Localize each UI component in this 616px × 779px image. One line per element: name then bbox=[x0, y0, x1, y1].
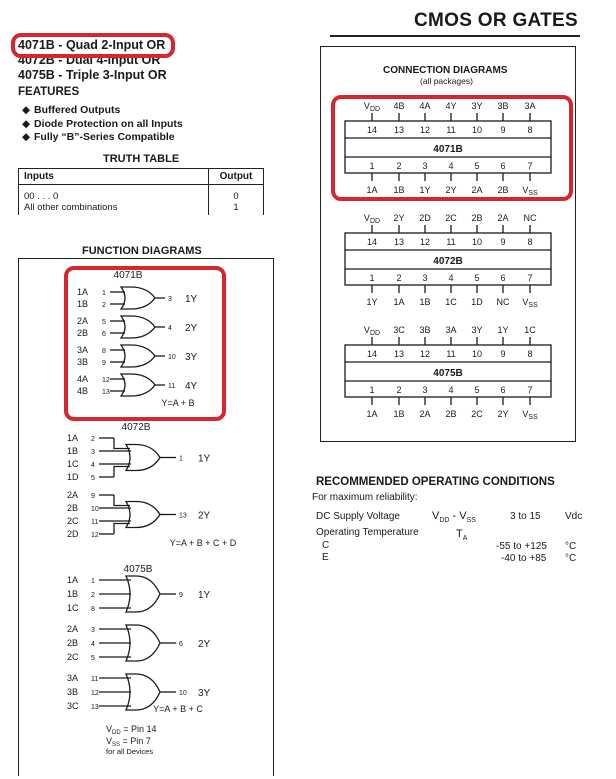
input-label: 4B bbox=[77, 386, 89, 396]
temp-range-c: -55 to +125 bbox=[496, 541, 547, 552]
feature-item bbox=[22, 118, 183, 130]
chip-name: 4071B bbox=[433, 144, 463, 155]
pin-number: 6 bbox=[179, 641, 183, 648]
output-label: 1Y bbox=[198, 453, 211, 465]
pin-number: 2 bbox=[91, 436, 95, 443]
pin-number-top: 12 bbox=[419, 349, 431, 359]
input-label: 1B bbox=[77, 299, 89, 309]
pin-label-bottom: 2C bbox=[471, 409, 483, 419]
part-4072b: 4072B - Dual 4-Input OR bbox=[18, 53, 161, 67]
pin-number-top: 8 bbox=[527, 237, 533, 247]
pin-label-bottom: 1D bbox=[471, 297, 483, 307]
pin-number: 5 bbox=[91, 475, 95, 482]
pin-label-top: 3Y bbox=[471, 325, 483, 335]
pin-number: 4 bbox=[91, 641, 95, 648]
pin-number: 13 bbox=[91, 704, 99, 711]
pin-number: 9 bbox=[91, 493, 95, 500]
pin-number-bottom: 5 bbox=[474, 273, 480, 283]
pin-number-top: 11 bbox=[446, 349, 456, 359]
pin-number-bottom: 4 bbox=[448, 385, 454, 395]
input-label: 1A bbox=[77, 287, 89, 297]
pin-number-bottom: 7 bbox=[527, 385, 533, 395]
input-label: 2C bbox=[67, 652, 79, 662]
truth-table bbox=[18, 168, 264, 215]
equation-4071b: Y=A + B bbox=[161, 398, 195, 408]
pin-number: 3 bbox=[91, 449, 95, 456]
pin-number-bottom: 3 bbox=[422, 385, 428, 395]
pin-number-top: 13 bbox=[393, 237, 405, 247]
pin-number-top: 11 bbox=[446, 237, 456, 247]
power-vdd-note: $V_{DD}$ = Pin 14 bbox=[106, 724, 157, 736]
pin-label-top: 4A bbox=[419, 101, 431, 111]
input-label: 2B bbox=[77, 328, 89, 338]
pin-number: 13 bbox=[179, 512, 187, 520]
connection-diagrams-subheading: (all packages) bbox=[420, 76, 473, 86]
pin-number-bottom: 1 bbox=[369, 385, 375, 395]
input-label: 1D bbox=[67, 472, 79, 482]
pin-number-bottom: 6 bbox=[500, 273, 506, 283]
output-label: 1Y bbox=[198, 590, 211, 601]
temperature-symbol: $T_A$ bbox=[456, 528, 468, 543]
pin-number-bottom: 5 bbox=[474, 161, 480, 171]
pin-number: 4 bbox=[168, 325, 172, 332]
feature-label: Diode Protection on all Inputs bbox=[34, 118, 183, 130]
pin-label-bottom: $V_{SS}$ bbox=[522, 297, 538, 309]
pin-number-top: 9 bbox=[500, 125, 506, 135]
temp-unit-c: °C bbox=[565, 541, 577, 552]
pin-label-bottom: 2Y bbox=[497, 409, 509, 419]
input-label: 3A bbox=[67, 673, 79, 683]
output-label: 3Y bbox=[185, 352, 198, 363]
pin-number: 13 bbox=[102, 389, 110, 396]
output-label: 1Y bbox=[185, 294, 198, 305]
pin-number: 4 bbox=[91, 462, 95, 469]
output-label: 4Y bbox=[185, 381, 198, 392]
pin-number: 2 bbox=[91, 592, 95, 599]
input-label: 4A bbox=[77, 374, 89, 384]
pin-number: 8 bbox=[91, 606, 95, 613]
pin-number-top: 14 bbox=[366, 125, 378, 135]
pin-label-bottom: 1B bbox=[393, 185, 405, 195]
highlight-part-4071b bbox=[11, 33, 175, 58]
pin-label-top: $V_{DD}$ bbox=[363, 325, 381, 337]
temp-unit-e: °C bbox=[565, 553, 577, 564]
pin-label-bottom: NC bbox=[496, 297, 510, 307]
pin-number-bottom: 2 bbox=[396, 161, 402, 171]
temperature-label: Operating Temperature bbox=[316, 527, 419, 538]
diagram-title-4072b: 4072B bbox=[121, 422, 151, 433]
or-gate-symbol bbox=[126, 576, 160, 612]
truth-table-cell: 1 bbox=[233, 202, 239, 213]
pin-label-top: 3A bbox=[524, 101, 536, 111]
page-title: CMOS OR GATES bbox=[414, 10, 578, 31]
truth-table-cell: 0 bbox=[233, 191, 239, 202]
or-gate-symbol bbox=[126, 625, 160, 661]
input-label: 1C bbox=[67, 459, 79, 469]
truth-table-heading: TRUTH TABLE bbox=[103, 153, 180, 165]
pin-label-top: 2Y bbox=[393, 213, 405, 223]
pin-number-top: 14 bbox=[366, 237, 378, 247]
pin-number-bottom: 3 bbox=[422, 273, 428, 283]
truth-table-cell: All other combinations bbox=[24, 202, 118, 213]
operating-conditions-heading: RECOMMENDED OPERATING CONDITIONS bbox=[316, 476, 555, 488]
pin-label-bottom: 2B bbox=[497, 185, 509, 195]
input-label: 1A bbox=[67, 575, 79, 585]
pin-number: 12 bbox=[102, 377, 110, 384]
input-label: 3B bbox=[67, 687, 79, 697]
pin-number: 8 bbox=[102, 348, 106, 355]
temp-grade-e: E bbox=[322, 552, 329, 563]
part-4071b: 4071B - Quad 2-Input OR bbox=[18, 38, 166, 52]
power-vss-note: $V_{SS}$ = Pin 7 bbox=[106, 736, 151, 748]
pin-label-bottom: $V_{SS}$ bbox=[522, 409, 538, 421]
supply-voltage-range: 3 to 15 bbox=[510, 511, 541, 522]
pin-label-top: 4Y bbox=[445, 101, 457, 111]
truth-table-header-output: Output bbox=[209, 169, 264, 185]
pin-number-top: 10 bbox=[471, 349, 483, 359]
pin-label-bottom: 2A bbox=[419, 409, 431, 419]
equation-4072b: Y=A + B + C + D bbox=[169, 538, 237, 548]
input-label: 2B bbox=[67, 503, 79, 513]
pin-label-bottom: 1A bbox=[366, 409, 378, 419]
temp-grade-c: C bbox=[322, 540, 330, 551]
function-diagrams-heading: FUNCTION DIAGRAMS bbox=[82, 245, 202, 257]
bullet-icon: ◆ bbox=[22, 118, 31, 130]
features-heading: FEATURES bbox=[18, 86, 80, 98]
chip-name: 4072B bbox=[433, 256, 463, 267]
connection-diagrams-heading: CONNECTION DIAGRAMS bbox=[383, 65, 508, 76]
input-label: 1B bbox=[67, 446, 79, 456]
pin-number: 9 bbox=[179, 592, 183, 599]
feature-item bbox=[22, 104, 120, 116]
pin-number: 9 bbox=[102, 360, 106, 367]
pin-label-bottom: 2B bbox=[445, 409, 457, 419]
pin-number-bottom: 6 bbox=[500, 161, 506, 171]
pin-label-top: $V_{DD}$ bbox=[363, 213, 381, 225]
title-rule bbox=[330, 35, 580, 37]
pin-label-top: 3Y bbox=[471, 101, 483, 111]
output-label: 2Y bbox=[198, 639, 211, 650]
highlight-4071b-connection bbox=[331, 95, 573, 201]
pin-number-bottom: 7 bbox=[527, 161, 533, 171]
truth-table-cell: 00 . . . 0 bbox=[24, 191, 59, 202]
pin-label-top: 3C bbox=[393, 325, 405, 335]
pin-number: 10 bbox=[168, 354, 176, 361]
operating-conditions-subheading: For maximum reliability: bbox=[312, 492, 418, 503]
bullet-icon: ◆ bbox=[22, 131, 31, 143]
feature-item bbox=[22, 131, 175, 143]
pin-label-top: 3A bbox=[445, 325, 457, 335]
supply-voltage-label: DC Supply Voltage bbox=[316, 511, 400, 522]
pin-label-top: 2B bbox=[471, 213, 483, 223]
pin-number: 10 bbox=[91, 506, 99, 513]
pin-label-bottom: 1Y bbox=[419, 185, 431, 195]
pin-label-bottom: 1C bbox=[445, 297, 457, 307]
pin-number-top: 11 bbox=[446, 125, 456, 135]
pin-label-bottom: $V_{SS}$ bbox=[522, 185, 538, 197]
pin-number-top: 13 bbox=[393, 349, 405, 359]
pin-label-bottom: 2Y bbox=[445, 185, 457, 195]
pin-number-bottom: 4 bbox=[448, 273, 454, 283]
pin-number-bottom: 2 bbox=[396, 385, 402, 395]
input-label: 3C bbox=[67, 701, 79, 711]
pin-label-top: 3B bbox=[419, 325, 431, 335]
pin-number: 1 bbox=[91, 578, 95, 585]
pin-number: 1 bbox=[102, 290, 106, 297]
highlight-4071b-function bbox=[64, 266, 226, 421]
pin-label-top: 4B bbox=[393, 101, 405, 111]
or-gate-symbol bbox=[126, 502, 160, 528]
output-label: 2Y bbox=[198, 510, 211, 522]
input-label: 2A bbox=[77, 316, 89, 326]
input-label: 1C bbox=[67, 603, 79, 613]
pin-number: 12 bbox=[91, 690, 99, 697]
power-note: for all Devices bbox=[106, 747, 154, 756]
pin-number-top: 8 bbox=[527, 125, 533, 135]
pin-number-top: 10 bbox=[471, 237, 483, 247]
input-label: 3B bbox=[77, 357, 89, 367]
input-label: 2C bbox=[67, 516, 79, 526]
pin-number: 5 bbox=[91, 655, 95, 662]
pin-number-top: 10 bbox=[471, 125, 483, 135]
pin-number-top: 14 bbox=[366, 349, 378, 359]
pin-label-bottom: 1A bbox=[366, 185, 378, 195]
pin-number-bottom: 6 bbox=[500, 385, 506, 395]
input-label: 3A bbox=[77, 345, 89, 355]
pin-label-bottom: 1B bbox=[419, 297, 431, 307]
pin-number-bottom: 2 bbox=[396, 273, 402, 283]
pin-label-top: 2C bbox=[445, 213, 457, 223]
pin-label-top: 2A bbox=[497, 213, 509, 223]
pin-number-top: 9 bbox=[500, 237, 506, 247]
output-label: 2Y bbox=[185, 323, 198, 334]
pin-label-top: 1Y bbox=[497, 325, 509, 335]
pin-label-bottom: 1A bbox=[393, 297, 405, 307]
pin-number-bottom: 7 bbox=[527, 273, 533, 283]
pin-label-top: 2D bbox=[419, 213, 431, 223]
pin-label-top: NC bbox=[523, 213, 537, 223]
input-label: 2A bbox=[67, 624, 79, 634]
pin-label-bottom: 1B bbox=[393, 409, 405, 419]
pin-number: 3 bbox=[91, 627, 95, 634]
chip-name: 4075B bbox=[433, 368, 463, 379]
pin-label-bottom: 2A bbox=[471, 185, 483, 195]
pin-label-top: $V_{DD}$ bbox=[363, 101, 381, 113]
input-label: 2B bbox=[67, 638, 79, 648]
input-label: 1A bbox=[67, 433, 79, 443]
equation-4075b: Y=A + B + C bbox=[153, 704, 203, 714]
truth-table-row bbox=[19, 185, 209, 216]
temp-range-e: -40 to +85 bbox=[501, 553, 547, 564]
pin-number: 11 bbox=[91, 519, 99, 526]
diagram-title-4071b: 4071B bbox=[113, 270, 143, 281]
pin-number-top: 8 bbox=[527, 349, 533, 359]
part-4075b: 4075B - Triple 3-Input OR bbox=[18, 68, 167, 82]
supply-voltage-symbol: $V_{DD} - V_{SS}$ bbox=[432, 510, 476, 525]
pin-number: 11 bbox=[168, 383, 176, 390]
pin-number: 12 bbox=[91, 532, 99, 539]
pin-number-bottom: 1 bbox=[369, 273, 375, 283]
pin-number: 5 bbox=[102, 319, 106, 326]
feature-label: Fully “B”-Series Compatible bbox=[34, 131, 175, 143]
pin-number: 2 bbox=[102, 302, 106, 309]
pin-number-bottom: 5 bbox=[474, 385, 480, 395]
pin-number-bottom: 1 bbox=[369, 161, 375, 171]
input-label: 2D bbox=[67, 529, 79, 539]
pin-number-bottom: 3 bbox=[422, 161, 428, 171]
pin-number: 11 bbox=[91, 676, 99, 683]
bullet-icon: ◆ bbox=[22, 104, 31, 116]
pin-number: 1 bbox=[179, 455, 183, 463]
or-gate-symbol bbox=[126, 445, 160, 471]
pin-number: 3 bbox=[168, 296, 172, 303]
supply-voltage-unit: Vdc bbox=[565, 511, 583, 522]
truth-table-header-inputs: Inputs bbox=[19, 169, 209, 185]
truth-table-row bbox=[209, 185, 264, 216]
input-label: 1B bbox=[67, 589, 79, 599]
pin-number: 6 bbox=[102, 331, 106, 338]
input-label: 2A bbox=[67, 490, 79, 500]
output-label: 3Y bbox=[198, 688, 211, 699]
diagram-title-4075b: 4075B bbox=[123, 564, 153, 575]
pin-number-top: 12 bbox=[419, 125, 431, 135]
pin-number: 10 bbox=[179, 690, 187, 697]
pin-number-top: 9 bbox=[500, 349, 506, 359]
pin-number-bottom: 4 bbox=[448, 161, 454, 171]
pin-label-bottom: 1Y bbox=[366, 297, 378, 307]
pin-number-top: 13 bbox=[393, 125, 405, 135]
pin-label-top: 1C bbox=[524, 325, 536, 335]
feature-label: Buffered Outputs bbox=[34, 104, 121, 116]
pin-number-top: 12 bbox=[419, 237, 431, 247]
pin-label-top: 3B bbox=[497, 101, 509, 111]
